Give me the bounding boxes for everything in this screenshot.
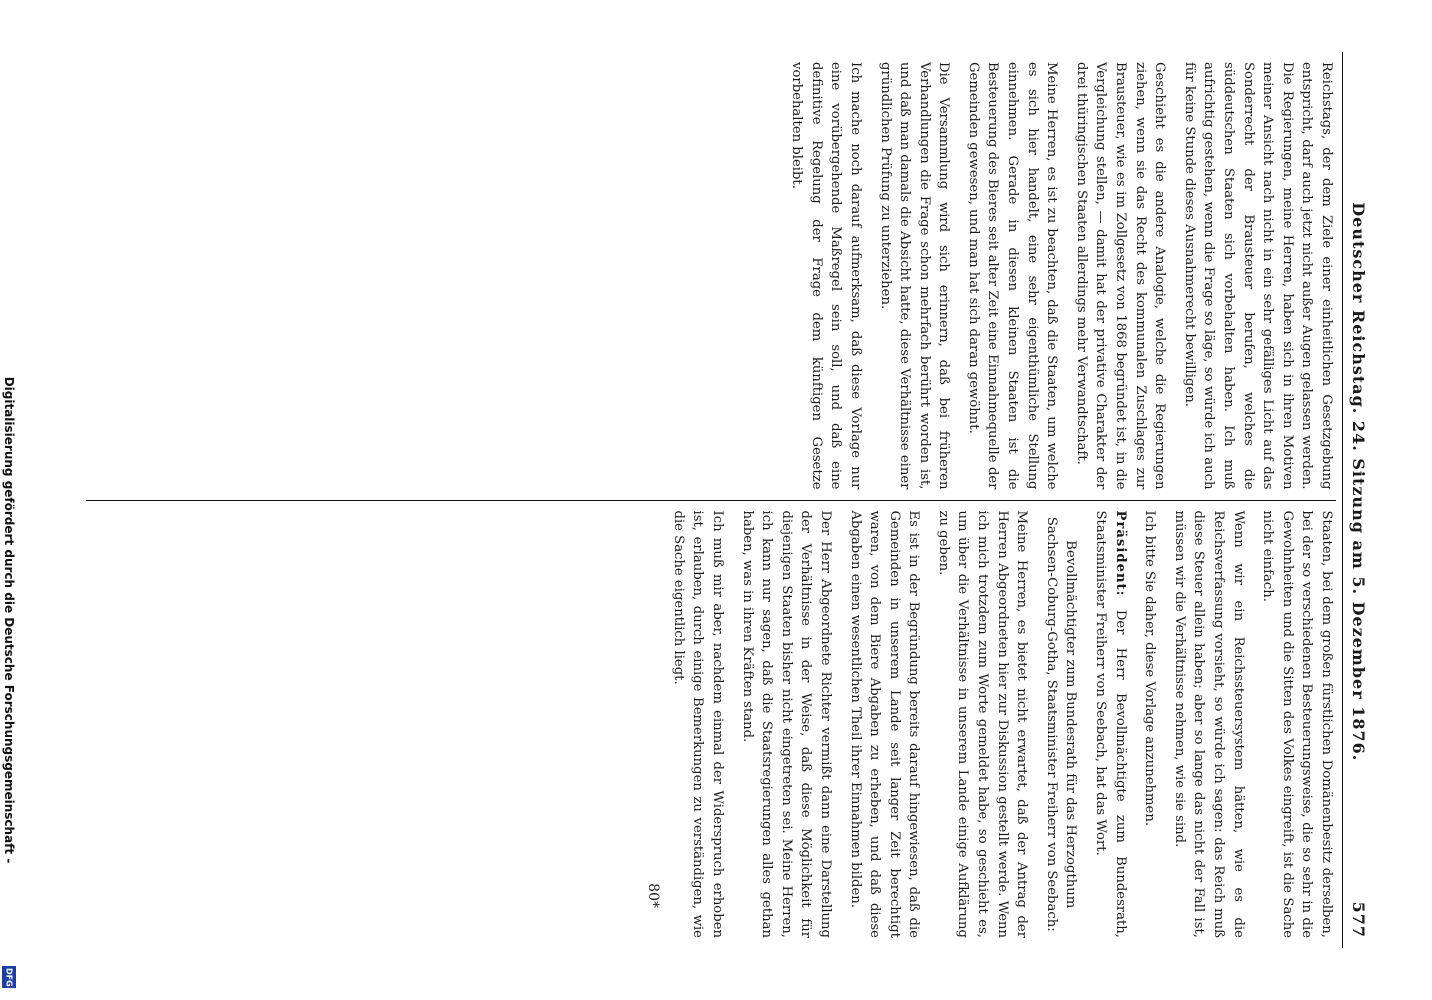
document-page	[46, 30, 1386, 970]
paragraph: Ich muß mir aber, nachdem einmal der Widerspruch erhoben ist, erlauben, durch einige Bemerkungen zu verständigen, wie die Sache eigentlich liegt.	[670, 510, 725, 938]
dfg-logo: DFG	[2, 966, 16, 988]
paragraph: Es ist in der Begründung bereits darauf hingewiesen, daß die Gemeinden in unserem Lande seit langer Zeit berechtigt waren, von dem Biere Abgaben zu erheben, und daß diese Abgaben einen wesentlichen Theil ihrer Einnahmen bilden.	[847, 510, 922, 938]
page-number: 577	[1349, 901, 1368, 938]
page-header-title: Deutscher Reichstag. 24. Sitzung am 5. Dezember 1876.	[1349, 202, 1368, 762]
president-label: Präsident:	[1112, 510, 1128, 597]
paragraph: Staaten, bei dem großen fürstlichen Domänenbesitz derselben, bei der so verschiedenen Besteuerungsweise, die so sehr in die Gewohnheiten und die Sitten des Volkes eingreift, ist die Sache nicht einfach.	[1260, 510, 1334, 938]
president-remark	[1090, 511, 1129, 939]
paragraph: Der Herr Abgeordnete Richter vermißt dann eine Darstellung der Verhältnisse in der Weise, daß diese Möglichkeit für diejenigen Staaten bisher nicht eingetreten sei. Meine Herren, ich kann nur sagen, daß die Staatsregierungen alles gethan haben, was in ihren Kräften stand.	[739, 510, 833, 938]
paragraph: Die Versammlung wird sich erinnern, daß bei früheren Verhandlungen die Frage schon mehrfach berührt worden ist, und daß man damals die Absicht hatte, diese Verhältnisse einer gründlichen Prüfung zu unterziehen.	[877, 62, 952, 490]
speaker-heading: Bevollmächtigter zum Bundesrath für das Herzogthum Sachsen-Coburg-Gotha, Staatsminister Freiherr von Seebach:	[1043, 516, 1079, 932]
header-rule	[1342, 52, 1343, 948]
credit-text: Digitalisierung gefördert durch die Deutsche Forschungsgemeinschaft -	[2, 376, 16, 864]
paragraph: Meine Herren, es bietet nicht erwartet, daß der Antrag der Herren Abgeordneten hier zur Diskussion gestellt werde. Wenn ich mich trotzdem zum Worte gemeldet habe, so geschieht es, um über die Verhältnisse in unserem Lande einige Aufklärung zu geben.	[935, 510, 1030, 938]
paragraph: Geschieht es die andere Analogie, welche die Regierungen ziehen, wenn sie das Recht des kommunalen Zuschlages zur Brausteuer, wie es im Zollgesetz von 1868 begründet ist, in die Vergleichung stellen, — damit hat der privative Charakter der drei thüringischen Staaten allerdings mehr Verwandtschaft.	[1073, 62, 1168, 490]
paragraph: Ich bitte Sie daher, diese Vorlage anzunehmen.	[1142, 510, 1158, 827]
president-text: Der Herr Bevollmächtigte zum Bundesrath, Staatsminister Freiherr von Seebach, hat das Wort.	[1093, 510, 1128, 938]
paragraph: Ich mache noch darauf aufmerksam, daß diese Vorlage nur eine vorübergehende Maßregel sein soll, und daß eine definitive Regelung der Frage dem künftigen Gesetze vorbehalten bleibt.	[789, 62, 863, 490]
running-head	[1343, 52, 1368, 948]
right-column	[86, 501, 1336, 949]
text-columns	[86, 52, 1336, 948]
paragraph: Reichstags, der dem Ziele einer einheitlichen Gesetzgebung entspricht, darf auch jetzt nicht außer Augen gelassen werden. Die Regierungen, meine Herren, haben sich in ihren Motiven meiner Ansicht nach nicht in ein sehr gefälliges Licht auf das Sonderrecht der Brausteuer berufen, welches die süddeutschen Staaten sich vorbehalten haben. Ich muß aufrichtig gestehen, wenn die Frage so läge, so würde ich auch für keine Stunde dieses Ausnahmerecht bewilligen.	[1181, 62, 1334, 490]
paragraph: Meine Herren, es ist zu beachten, daß die Staaten, um welche es sich hier handelt, eine sehr eigenthümliche Stellung einnehmen. Gerade in diesen kleinen Staaten ist die Besteuerung des Bieres seit alter Zeit eine Einnahmequelle der Gemeinden gewesen, und man hat sich daran gewöhnt.	[965, 62, 1060, 490]
credit-strip	[0, 0, 18, 1000]
left-column	[86, 52, 1336, 500]
paragraph: Wenn wir ein Reichssteuersystem hätten, wie es die Reichsverfassung vorsieht, so würde ich sagen: das Reich muß diese Steuer allein haben; aber so lange das nicht der Fall ist, müssen wir die Verhältnisse nehmen, wie sie sind.	[1171, 510, 1246, 938]
signature-mark: 80*	[645, 883, 662, 908]
